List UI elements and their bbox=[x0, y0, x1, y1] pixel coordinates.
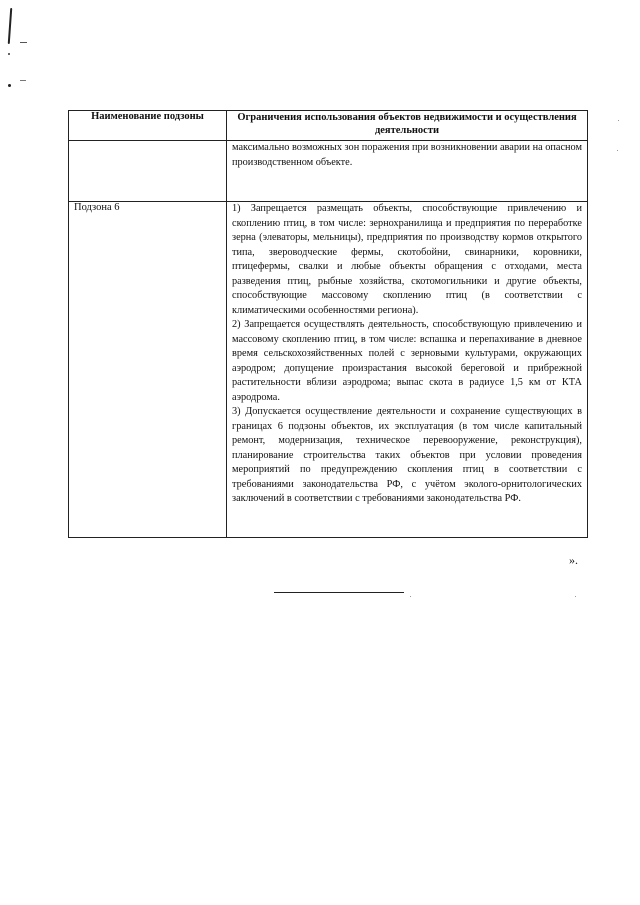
scan-speck bbox=[410, 596, 411, 597]
scan-mark bbox=[8, 8, 13, 44]
table-row bbox=[69, 202, 588, 538]
restriction-paragraph: 2) Запрещается осуществлять деятельность, способствующую привлечению и массовому скоплению птиц, в том числе: вспашка и перепахивание в дневное время сельскохозяйственных полей с зерновыми культурами, окружающих аэродром; допущение произрастания высокой береговой и прибрежной растительности вблизи аэродрома; выпас скота в радиусе 1,5 км от КТА аэродрома. bbox=[232, 319, 582, 403]
scan-mark bbox=[8, 53, 10, 55]
restrictions-table bbox=[68, 110, 588, 538]
scan-speck bbox=[617, 150, 618, 151]
header-subzone-name: Наименование подзоны bbox=[69, 111, 227, 141]
signature-line bbox=[274, 592, 404, 593]
scan-mark bbox=[20, 80, 26, 81]
scan-mark bbox=[20, 42, 27, 43]
closing-quote-mark: ». bbox=[569, 553, 578, 567]
scan-speck bbox=[618, 120, 619, 121]
scan-speck bbox=[575, 596, 576, 597]
table-header-row bbox=[69, 111, 588, 141]
subzone-name-cell bbox=[69, 141, 227, 202]
restriction-paragraph: 1) Запрещается размещать объекты, способствующие привлечению и скоплению птиц, в том числе: зернохранилища и предприятия по переработке зерна (элеваторы, мельницы), предприятия по производству кормов открытого типа, звероводческие фермы, скотобойни, свинарники, коровники, птицефермы, свалки и любые объекты обращения с отходами, места разведения птиц, рыбные хозяйства, скотомогильники и другие объекты, способствующие массовому скоплению птиц (в соответствии с климатическими особенностями региона). bbox=[232, 203, 582, 316]
restriction-paragraph: 3) Допускается осуществление деятельности и сохранение существующих в границах 6 подзоны объектов, их эксплуатация (в том числе капитальный ремонт, модернизация, техническое перевооружение, реконструкция), планирование строительства таких объектов при условии проведения мероприятий по предупреждению скопления птиц в соответствии с требованиями законодательства РФ, с учётом эколого-орнитологических заключений в соответствии с требованиями законодательства РФ. bbox=[232, 406, 582, 504]
restriction-text-cell bbox=[227, 202, 588, 538]
subzone-name-cell: Подзона 6 bbox=[69, 202, 227, 538]
header-restrictions: Ограничения использования объектов недвижимости и осуществления деятельности bbox=[227, 111, 588, 141]
restriction-text-cell: максимально возможных зон поражения при возникновении аварии на опасном производственном объекте. bbox=[227, 141, 588, 202]
table-row bbox=[69, 141, 588, 202]
scan-mark bbox=[8, 84, 11, 87]
